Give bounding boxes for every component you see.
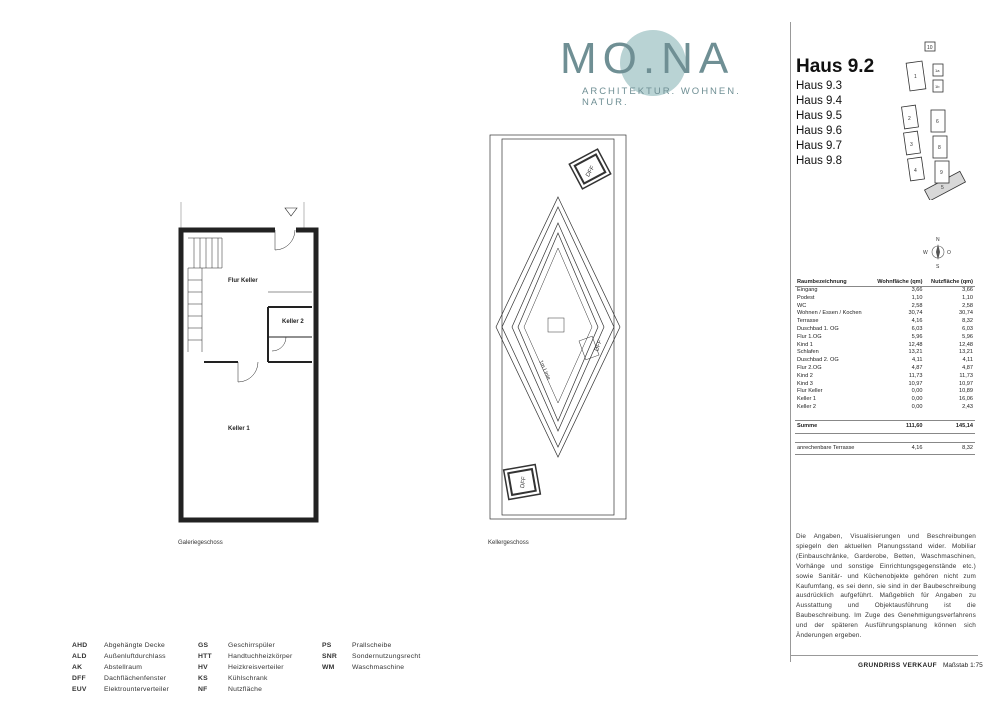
site-label: 9: [940, 170, 943, 176]
legend-text: Nutzfläche: [228, 686, 263, 693]
area-table-header: [795, 278, 975, 287]
living-area-cell: 12,48: [908, 341, 923, 348]
legend-abbr: GS: [198, 642, 209, 649]
area-table-row: [795, 342, 975, 350]
floor-plan-kellergeschoss: [488, 133, 628, 523]
site-label: 4: [914, 168, 917, 174]
usable-area-cell: 6,03: [962, 325, 973, 332]
site-label: 3: [910, 142, 913, 148]
area-table-row: [795, 295, 975, 303]
abbreviation-legend: [72, 642, 492, 702]
area-table-row: [795, 303, 975, 311]
logo-tagline: ARCHITEKTUR. WOHNEN. NATUR.: [582, 86, 741, 108]
room-name-cell: Flur 1.OG: [797, 333, 822, 340]
usable-area-cell: 2,43: [962, 403, 973, 410]
area-table-row: [795, 388, 975, 396]
usable-area-cell: 2,58: [962, 302, 973, 309]
plan-caption-right: Kellergeschoss: [488, 540, 529, 546]
legend-text: Dachflächenfenster: [104, 675, 167, 682]
living-area-cell: 11,73: [908, 372, 923, 379]
living-area-cell: 6,03: [911, 325, 923, 332]
disclaimer-text: Die Angaben, Visualisierungen und Beschreibungen spiegeln den aktuellen Planungsstand wider. Mobiliar (Einbauschränke, Garderobe, Betten, Waschmaschinen, Vorhänge und sonstige Einrichtungsgegenstände etc.) sowie Sanitär- und Küchenobjekte gehören nicht zum Kaufumfang, es sei denn, sie sind in der Baubeschreibung ausdrücklich aufgeführt. Maßgeblich für Angaben zu Ausstattung und Objektausführung ist die Baubeschreibung. Im Zuge des Genehmigungsverfahrens und der späteren Ausführungsplanung können sich Änderungen ergeben.: [796, 533, 976, 640]
room-name-cell: Podest: [797, 294, 815, 301]
legend-abbr: HTT: [198, 653, 212, 660]
room-name-cell: Duschbad 1. OG: [797, 325, 839, 332]
usable-area-cell: 3,66: [962, 287, 973, 293]
area-table-sum-row: [795, 420, 975, 433]
living-area-cell: 0,00: [911, 396, 923, 403]
room-name-cell: Flur Keller: [797, 388, 823, 395]
legend-text: Abstellraum: [104, 664, 143, 671]
room-name-cell: Duschbad 2. OG: [797, 357, 839, 364]
house-item: Haus 9.8: [796, 155, 843, 167]
usable-area-cell: 12,48: [959, 341, 973, 348]
area-table-row: [795, 404, 975, 412]
area-table-terrace-row: [795, 442, 975, 455]
house-item: Haus 9.6: [796, 125, 843, 137]
site-label: 1a: [935, 68, 940, 73]
room-name-cell: WC: [797, 302, 807, 309]
room-label-flur-keller: Flur Keller: [228, 278, 258, 284]
house-item: Haus 9.3: [796, 80, 843, 92]
area-table: [795, 278, 975, 455]
usable-area-cell: 8,32: [962, 318, 973, 325]
usable-area-cell: 1,10: [962, 294, 973, 301]
room-label-keller-2: Keller 2: [282, 319, 304, 325]
usable-area-cell: 5,96: [962, 333, 973, 340]
footer-divider: [790, 655, 978, 656]
room-name-cell: Kind 1: [797, 341, 813, 348]
legend-text: Prallscheibe: [352, 642, 392, 649]
living-area-cell: 4,16: [911, 318, 923, 325]
legend-abbr: PS: [322, 642, 332, 649]
area-table-row: [795, 365, 975, 373]
usable-area-cell: 11,73: [959, 372, 973, 379]
usable-area-cell: 145,14: [924, 420, 975, 433]
legend-abbr: NF: [198, 686, 208, 693]
room-name-cell: Eingang: [797, 287, 818, 293]
room-name-cell: Flur 2.OG: [797, 364, 822, 371]
room-name-cell: Wohnen / Essen / Kochen: [797, 310, 862, 317]
area-table-row: [795, 334, 975, 342]
compass-o: O: [947, 250, 951, 256]
area-table-row: [795, 310, 975, 318]
house-item: Haus 9.5: [796, 110, 843, 122]
living-area-cell: 0,00: [911, 388, 923, 395]
living-area-cell: 5,96: [911, 333, 923, 340]
usable-area-cell: 10,89: [959, 388, 973, 395]
dff-label: DFF: [594, 339, 604, 353]
legend-text: Elektrounterverteiler: [104, 686, 170, 693]
living-area-cell: 1,10: [911, 294, 923, 301]
sidebar-divider: [790, 22, 791, 662]
site-label: 1: [914, 74, 917, 80]
room-name-cell: Kind 3: [797, 380, 813, 387]
compass-s: S: [936, 264, 940, 270]
living-area-cell: 10,97: [908, 380, 923, 387]
compass-n: N: [936, 237, 940, 243]
room-name-cell: Schlafen: [797, 349, 819, 356]
legend-abbr: SNR: [322, 653, 337, 660]
legend-text: Außenluftdurchlass: [104, 653, 166, 660]
spacer-cell: [795, 412, 975, 421]
dff-label: DFF: [585, 165, 597, 179]
logo-text: MO.NA: [560, 34, 735, 83]
living-area-cell: 4,16: [870, 442, 924, 455]
floor-plan-galeriegeschoss: [178, 202, 323, 524]
area-table-body: [795, 287, 975, 455]
living-area-cell: 4,11: [912, 357, 923, 364]
site-label: 1b: [935, 84, 940, 89]
logo: [560, 30, 760, 108]
legend-text: Geschirrspüler: [228, 642, 275, 649]
room-name-cell: Summe: [795, 420, 870, 433]
footer-scale: Maßstab 1:75: [943, 662, 983, 669]
area-table-row: [795, 357, 975, 365]
dff-window-bottom: [504, 464, 541, 499]
living-area-cell: 0,00: [911, 403, 923, 410]
line-label: 1m Linie: [537, 359, 552, 381]
living-area-cell: 4,87: [911, 364, 923, 371]
site-label: 2: [908, 116, 911, 122]
site-label: 6: [936, 119, 939, 125]
living-area-cell: 2,58: [911, 302, 923, 309]
legend-abbr: ALD: [72, 653, 87, 660]
room-name-cell: anrechenbare Terrasse: [795, 442, 870, 455]
legend-text: Abgehängte Decke: [104, 642, 166, 649]
area-table-row: [795, 349, 975, 357]
house-item: Haus 9.4: [796, 95, 843, 107]
legend-abbr: AHD: [72, 642, 88, 649]
col-header: Raumbezeichnung: [795, 278, 870, 287]
room-name-cell: Terrasse: [797, 318, 819, 325]
room-name-cell: Kind 2: [797, 372, 813, 379]
plan-caption-left: Galeriegeschoss: [178, 540, 223, 546]
room-name-cell: Keller 1: [797, 396, 816, 403]
usable-area-cell: 10,97: [959, 380, 973, 387]
usable-area-cell: 30,74: [959, 310, 973, 317]
room-name-cell: Keller 2: [797, 403, 816, 410]
dff-window-top: [569, 149, 610, 189]
living-area-cell: 30,74: [908, 310, 923, 317]
legend-text: Waschmaschine: [352, 664, 405, 671]
living-area-cell: 111,60: [870, 420, 924, 433]
legend-text: Handtuchheizkörper: [228, 653, 293, 660]
legend-text: Sondernutzungsrecht: [352, 653, 421, 660]
col-header: Nutzfläche (qm): [924, 278, 975, 287]
legend-abbr: EUV: [72, 686, 87, 693]
house-title: Haus 9.2: [796, 56, 875, 77]
table-spacer: [795, 412, 975, 421]
area-table-row: [795, 381, 975, 389]
table-spacer: [795, 433, 975, 442]
site-label: 10: [927, 45, 933, 51]
usable-area-cell: 4,87: [962, 364, 973, 371]
area-table-row: [795, 396, 975, 404]
compass-icon: [920, 234, 956, 270]
living-area-cell: 13,21: [908, 349, 923, 356]
compass-w: W: [923, 250, 928, 256]
site-plan: [895, 40, 975, 200]
site-label: 8: [938, 145, 941, 151]
usable-area-cell: 16,06: [959, 396, 973, 403]
legend-abbr: DFF: [72, 675, 86, 682]
room-label-keller-1: Keller 1: [228, 426, 250, 432]
area-table-row: [795, 318, 975, 326]
dff-label: DFF: [519, 476, 528, 489]
usable-area-cell: 13,21: [959, 349, 973, 356]
site-label: 5: [941, 185, 944, 191]
house-item: Haus 9.7: [796, 140, 843, 152]
legend-abbr: HV: [198, 664, 208, 671]
legend-abbr: AK: [72, 664, 83, 671]
area-table-row: [795, 326, 975, 334]
footer-title: GRUNDRISS VERKAUF: [858, 662, 938, 669]
legend-text: Kühlschrank: [228, 675, 268, 682]
legend-text: Heizkreisverteiler: [228, 664, 284, 671]
spacer-cell: [795, 433, 975, 442]
area-table-row: [795, 287, 975, 295]
col-header: Wohnfläche (qm): [870, 278, 924, 287]
usable-area-cell: 8,32: [924, 442, 975, 455]
area-table-row: [795, 373, 975, 381]
legend-abbr: KS: [198, 675, 208, 682]
living-area-cell: 3,66: [911, 287, 923, 293]
legend-abbr: WM: [322, 664, 335, 671]
usable-area-cell: 4,11: [962, 357, 973, 364]
